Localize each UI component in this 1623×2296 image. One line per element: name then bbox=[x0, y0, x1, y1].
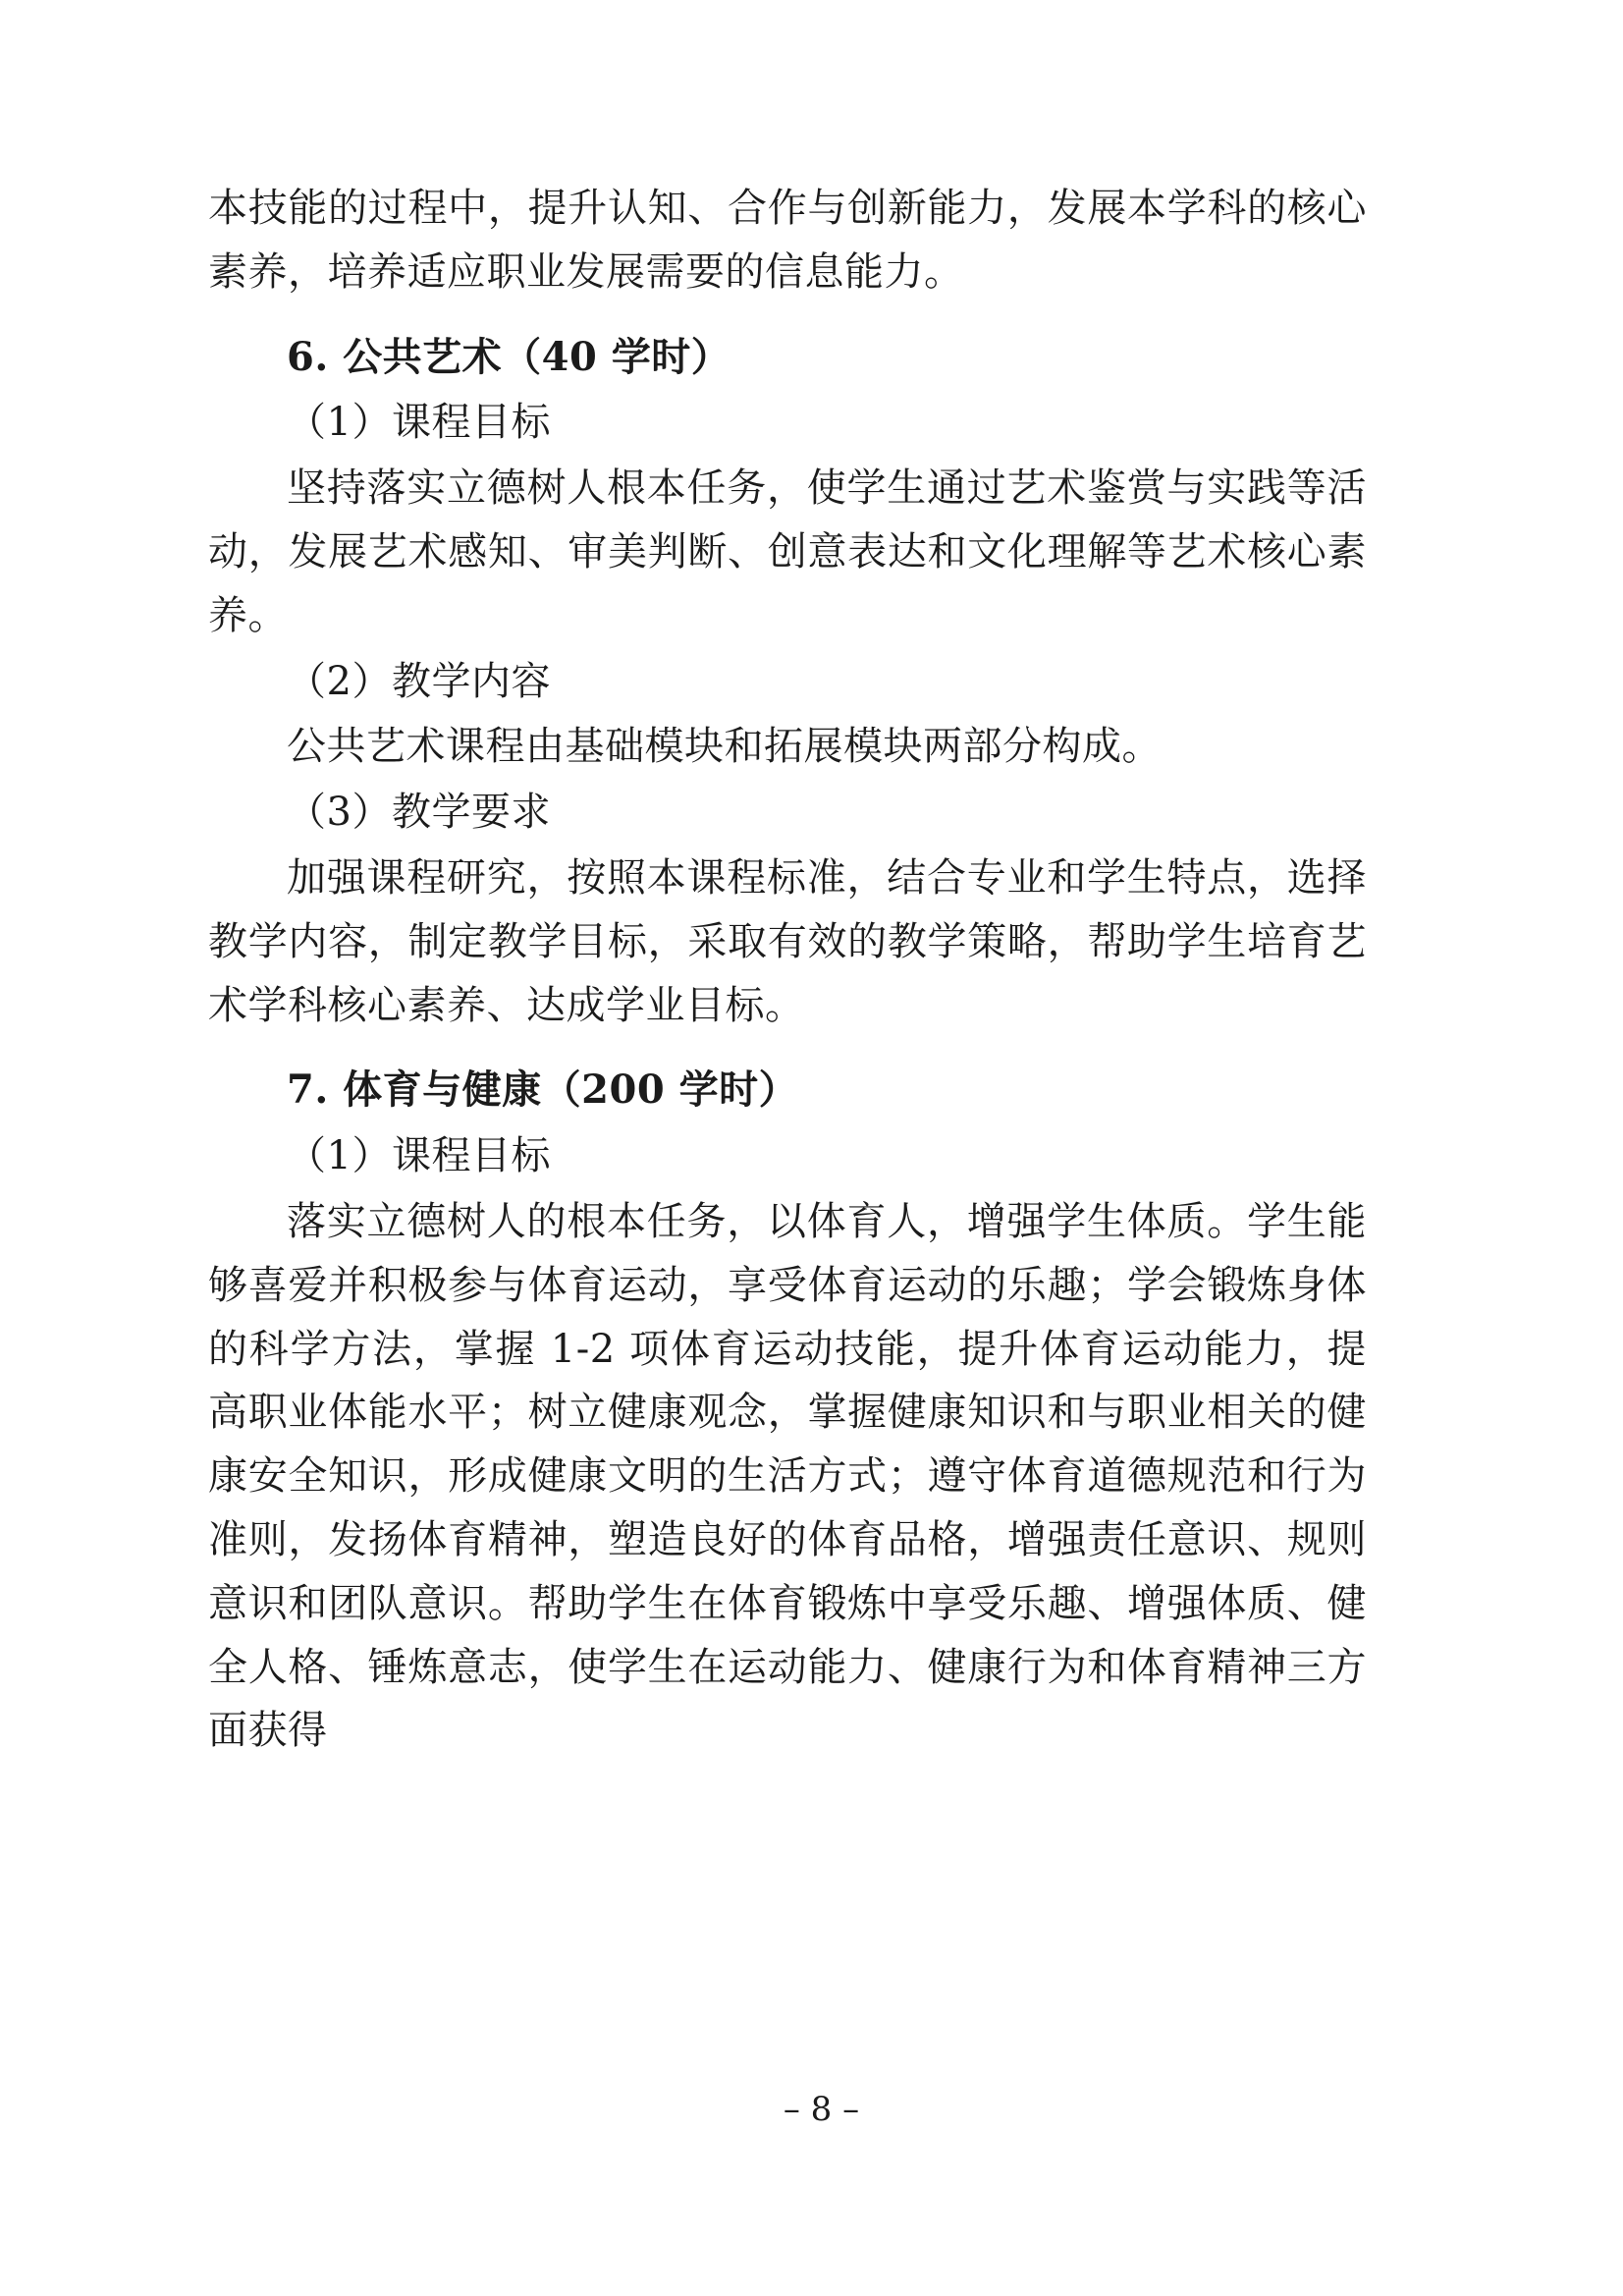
paragraph-block bbox=[208, 457, 1367, 647]
paragraph-block bbox=[208, 847, 1367, 1037]
section-heading-block bbox=[208, 1059, 1367, 1122]
paragraph-block bbox=[208, 1190, 1367, 1763]
page-number: – 8 – bbox=[783, 2090, 860, 2129]
subheading-teaching-requirement: （3）教学要求 bbox=[287, 790, 551, 836]
subheading-course-objective: （1）课程目标 bbox=[287, 1133, 551, 1179]
paragraph-block bbox=[208, 391, 1367, 455]
page-body bbox=[208, 177, 1367, 1765]
section-heading-public-art: 6. 公共艺术（40 学时） bbox=[287, 333, 731, 380]
paragraph-block bbox=[208, 715, 1367, 779]
paragraph-block bbox=[208, 650, 1367, 714]
spacer bbox=[208, 306, 1367, 312]
paragraph-block bbox=[208, 177, 1367, 304]
subheading-course-objective: （1）课程目标 bbox=[287, 400, 551, 446]
subheading-teaching-content: （2）教学内容 bbox=[287, 658, 551, 704]
body-paragraph: 坚持落实立德树人根本任务，使学生通过艺术鉴赏与实践等活动，发展艺术感知、审美判断、创意表达和文化理解等艺术核心素养。 bbox=[208, 465, 1367, 638]
paragraph-block bbox=[208, 781, 1367, 845]
section-heading-pe-health: 7. 体育与健康（200 学时） bbox=[287, 1066, 799, 1114]
body-paragraph: 公共艺术课程由基础模块和拓展模块两部分构成。 bbox=[287, 724, 1162, 770]
page-footer bbox=[0, 2090, 1623, 2129]
body-paragraph: 本技能的过程中，提升认知、合作与创新能力，发展本学科的核心素养，培养适应职业发展需要的信息能力。 bbox=[208, 186, 1367, 295]
section-heading-block bbox=[208, 326, 1367, 390]
paragraph-block bbox=[208, 1124, 1367, 1188]
body-paragraph: 加强课程研究，按照本课程标准，结合专业和学生特点，选择教学内容，制定教学目标，采取有效的教学策略，帮助学生培育艺术学科核心素养、达成学业目标。 bbox=[208, 854, 1367, 1028]
spacer bbox=[208, 1039, 1367, 1045]
body-paragraph: 落实立德树人的根本任务，以体育人，增强学生体质。学生能够喜爱并积极参与体育运动，享受体育运动的乐趣；学会锻炼身体的科学方法，掌握 1-2 项体育运动技能，提升体育运动能力，提高职业体能水平；树立健康观念，掌握健康知识和与职业相关的健康安全知识，形成健康文明的生活方式；遵守体育道德规范和行为准则，发扬体育精神，塑造良好的体育品格，增强责任意识、规则意识和团队意识。帮助学生在体育锻炼中享受乐趣、增强体质、健全人格、锤炼意志，使学生在运动能力、健康行为和体育精神三方面获得 bbox=[208, 1198, 1367, 1754]
